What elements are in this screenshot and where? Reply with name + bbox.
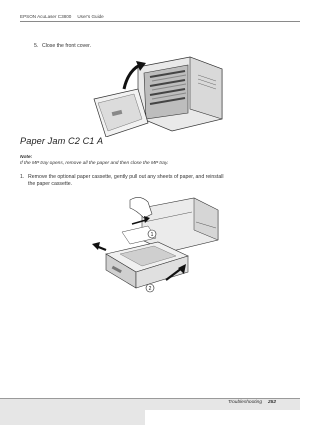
page-number: 252: [267, 400, 276, 405]
step-5-number: 5.: [34, 43, 39, 49]
note-label: Note:: [20, 155, 33, 160]
step-5: [34, 43, 91, 50]
section-title: Paper Jam C2 C1 A: [20, 136, 104, 146]
step-5-text: Close the front cover.: [42, 43, 92, 49]
header-divider: [20, 21, 300, 22]
step-1: [20, 174, 224, 181]
running-footer: [228, 400, 276, 405]
note-text: If the MP tray opens, remove all the paper and then close the MP tray.: [20, 161, 169, 166]
paper-cassette-illustration: [92, 194, 222, 306]
callout-1-label: 1: [150, 232, 154, 238]
step-1-continued: [28, 181, 72, 188]
callout-2-label: 2: [148, 286, 152, 292]
header-guide: User's Guide: [77, 14, 104, 19]
footer-white-block: [145, 410, 300, 425]
step-1-text-line1: Remove the optional paper cassette, gently pull out any sheets of paper, and reinstall: [28, 174, 224, 180]
step-1-text-line2: the paper cassette.: [28, 181, 73, 187]
printer-front-cover-illustration: [90, 53, 230, 137]
footer-divider: [0, 398, 300, 399]
running-header: [20, 14, 104, 19]
step-1-number: 1.: [20, 174, 25, 180]
header-product: EPSON AcuLaser C3800: [20, 14, 72, 19]
footer-section: Troubleshooting: [227, 400, 262, 405]
